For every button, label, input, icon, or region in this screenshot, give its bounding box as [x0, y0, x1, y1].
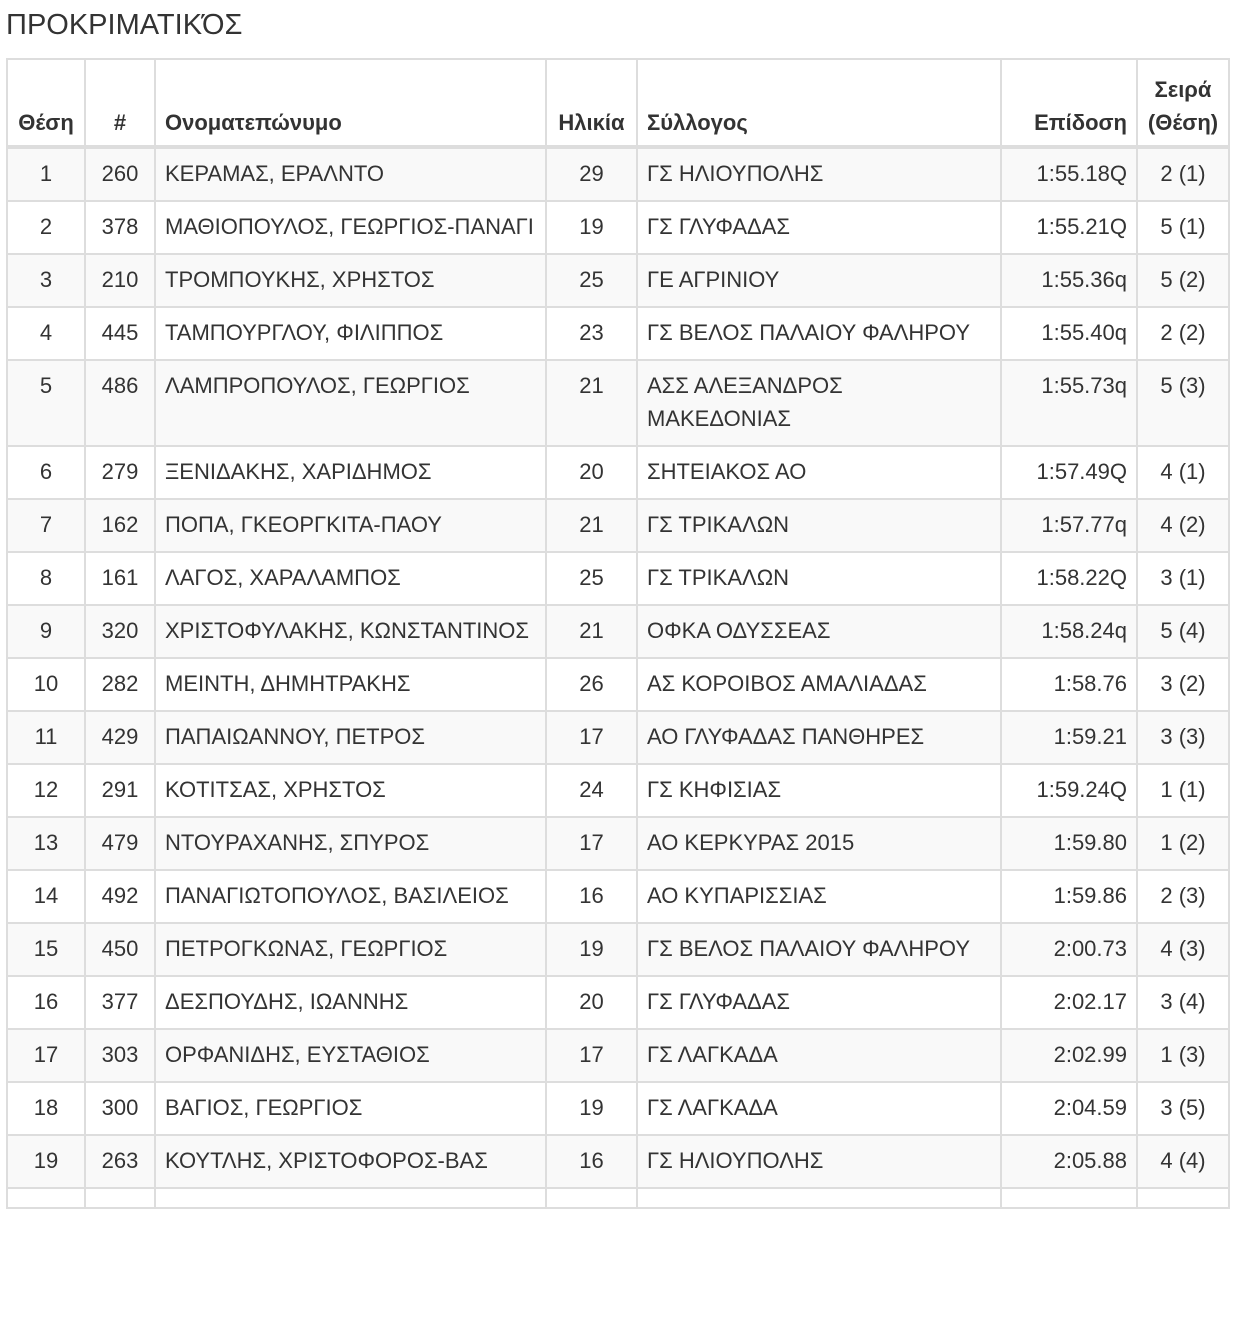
table-row	[7, 147, 1229, 201]
header-heat[interactable]	[1137, 59, 1229, 147]
cell-heat: 5 (4)	[1137, 605, 1229, 658]
cell-club: ΓΣ ΤΡΙΚΑΛΩΝ	[637, 552, 1001, 605]
table-row	[7, 764, 1229, 817]
cell-name: ΜΑΘΙΟΠΟΥΛΟΣ, ΓΕΩΡΓΙΟΣ-ΠΑΝΑΓΙ	[155, 201, 546, 254]
cell-club: ΓΣ ΛΑΓΚΑΔΑ	[637, 1029, 1001, 1082]
cell-performance: 1:58.24q	[1001, 605, 1137, 658]
table-row	[7, 360, 1229, 446]
cell-age	[546, 1188, 637, 1208]
table-row	[7, 307, 1229, 360]
table-row	[7, 658, 1229, 711]
table-row	[7, 923, 1229, 976]
cell-bib: 282	[85, 658, 155, 711]
cell-club: ΓΣ ΒΕΛΟΣ ΠΑΛΑΙΟΥ ΦΑΛΗΡΟΥ	[637, 307, 1001, 360]
cell-bib: 429	[85, 711, 155, 764]
cell-club: ΑΟ ΚΥΠΑΡΙΣΣΙΑΣ	[637, 870, 1001, 923]
header-age[interactable]: Ηλικία	[546, 59, 637, 147]
cell-heat: 5 (3)	[1137, 360, 1229, 446]
cell-bib: 479	[85, 817, 155, 870]
cell-age: 17	[546, 1029, 637, 1082]
cell-club: ΣΗΤΕΙΑΚΟΣ ΑΟ	[637, 446, 1001, 499]
cell-performance: 1:57.77q	[1001, 499, 1137, 552]
cell-position: 3	[7, 254, 85, 307]
cell-position: 18	[7, 1082, 85, 1135]
cell-bib: 320	[85, 605, 155, 658]
cell-position: 2	[7, 201, 85, 254]
cell-position: 16	[7, 976, 85, 1029]
cell-heat: 2 (3)	[1137, 870, 1229, 923]
cell-heat: 2 (2)	[1137, 307, 1229, 360]
header-name[interactable]: Ονοματεπώνυμο	[155, 59, 546, 147]
cell-name: ΜΕΙΝΤΗ, ΔΗΜΗΤΡΑΚΗΣ	[155, 658, 546, 711]
cell-age: 19	[546, 923, 637, 976]
cell-performance: 1:59.24Q	[1001, 764, 1137, 817]
cell-bib: 445	[85, 307, 155, 360]
cell-age: 24	[546, 764, 637, 817]
cell-position: 7	[7, 499, 85, 552]
cell-club: ΓΕ ΑΓΡΙΝΙΟΥ	[637, 254, 1001, 307]
cell-club: ΓΣ ΓΛΥΦΑΔΑΣ	[637, 976, 1001, 1029]
cell-bib: 377	[85, 976, 155, 1029]
table-header-row	[7, 59, 1229, 147]
cell-age: 17	[546, 711, 637, 764]
cell-heat: 4 (2)	[1137, 499, 1229, 552]
cell-age: 19	[546, 201, 637, 254]
cell-performance: 2:04.59	[1001, 1082, 1137, 1135]
cell-bib: 486	[85, 360, 155, 446]
cell-bib: 300	[85, 1082, 155, 1135]
cell-performance: 1:59.21	[1001, 711, 1137, 764]
cell-age: 25	[546, 552, 637, 605]
header-heat-line1: Σειρά	[1154, 77, 1212, 102]
cell-name: ΛΑΓΟΣ, ΧΑΡΑΛΑΜΠΟΣ	[155, 552, 546, 605]
cell-position: 13	[7, 817, 85, 870]
table-row	[7, 1029, 1229, 1082]
cell-position: 14	[7, 870, 85, 923]
cell-bib: 260	[85, 147, 155, 201]
cell-performance	[1001, 1188, 1137, 1208]
cell-age: 17	[546, 817, 637, 870]
table-row	[7, 552, 1229, 605]
cell-position: 1	[7, 147, 85, 201]
table-row	[7, 711, 1229, 764]
cell-club: ΑΟ ΓΛΥΦΑΔΑΣ ΠΑΝΘΗΡΕΣ	[637, 711, 1001, 764]
cell-age: 21	[546, 605, 637, 658]
cell-position: 15	[7, 923, 85, 976]
cell-bib: 303	[85, 1029, 155, 1082]
cell-club	[637, 1188, 1001, 1208]
cell-name: ΧΡΙΣΤΟΦΥΛΑΚΗΣ, ΚΩΝΣΤΑΝΤΙΝΟΣ	[155, 605, 546, 658]
cell-club: ΑΣ ΚΟΡΟΙΒΟΣ ΑΜΑΛΙΑΔΑΣ	[637, 658, 1001, 711]
cell-name: ΠΕΤΡΟΓΚΩΝΑΣ, ΓΕΩΡΓΙΟΣ	[155, 923, 546, 976]
page-title: ΠΡΟΚΡΙΜΑΤΙΚΌΣ	[6, 9, 243, 41]
cell-name: ΤΡΟΜΠΟΥΚΗΣ, ΧΡΗΣΤΟΣ	[155, 254, 546, 307]
cell-position: 17	[7, 1029, 85, 1082]
cell-position: 19	[7, 1135, 85, 1188]
table-row	[7, 1082, 1229, 1135]
cell-club: ΓΣ ΗΛΙΟΥΠΟΛΗΣ	[637, 147, 1001, 201]
cell-heat: 1 (1)	[1137, 764, 1229, 817]
cell-performance: 1:55.73q	[1001, 360, 1137, 446]
header-heat-line2: (Θέση)	[1147, 110, 1219, 135]
header-performance[interactable]: Επίδοση	[1001, 59, 1137, 147]
cell-position	[7, 1188, 85, 1208]
cell-name	[155, 1188, 546, 1208]
cell-bib	[85, 1188, 155, 1208]
cell-heat: 3 (2)	[1137, 658, 1229, 711]
cell-name: ΠΑΝΑΓΙΩΤΟΠΟΥΛΟΣ, ΒΑΣΙΛΕΙΟΣ	[155, 870, 546, 923]
table-row	[7, 605, 1229, 658]
cell-position: 10	[7, 658, 85, 711]
cell-name: ΛΑΜΠΡΟΠΟΥΛΟΣ, ΓΕΩΡΓΙΟΣ	[155, 360, 546, 446]
table-body	[7, 147, 1229, 1208]
cell-name: ΠΟΠΑ, ΓΚΕΟΡΓΚΙΤΑ-ΠΑΟΥ	[155, 499, 546, 552]
cell-name: ΚΟΤΙΤΣΑΣ, ΧΡΗΣΤΟΣ	[155, 764, 546, 817]
cell-name: ΞΕΝΙΔΑΚΗΣ, ΧΑΡΙΔΗΜΟΣ	[155, 446, 546, 499]
cell-club: ΑΟ ΚΕΡΚΥΡΑΣ 2015	[637, 817, 1001, 870]
cell-bib: 492	[85, 870, 155, 923]
cell-bib: 450	[85, 923, 155, 976]
table-row	[7, 201, 1229, 254]
cell-club: ΑΣΣ ΑΛΕΞΑΝΔΡΟΣ ΜΑΚΕΔΟΝΙΑΣ	[637, 360, 1001, 446]
cell-age: 23	[546, 307, 637, 360]
cell-position: 5	[7, 360, 85, 446]
table-row	[7, 1188, 1229, 1208]
cell-position: 12	[7, 764, 85, 817]
cell-position: 9	[7, 605, 85, 658]
table-row	[7, 446, 1229, 499]
cell-name: ΠΑΠΑΙΩΑΝΝΟΥ, ΠΕΤΡΟΣ	[155, 711, 546, 764]
cell-position: 6	[7, 446, 85, 499]
cell-performance: 2:02.99	[1001, 1029, 1137, 1082]
table-row	[7, 1135, 1229, 1188]
cell-heat: 5 (2)	[1137, 254, 1229, 307]
cell-age: 21	[546, 360, 637, 446]
cell-position: 4	[7, 307, 85, 360]
cell-age: 21	[546, 499, 637, 552]
cell-club: ΟΦΚΑ ΟΔΥΣΣΕΑΣ	[637, 605, 1001, 658]
cell-age: 25	[546, 254, 637, 307]
cell-name: ΚΕΡΑΜΑΣ, ΕΡΑΛΝΤΟ	[155, 147, 546, 201]
table-row	[7, 499, 1229, 552]
cell-club: ΓΣ ΗΛΙΟΥΠΟΛΗΣ	[637, 1135, 1001, 1188]
cell-bib: 210	[85, 254, 155, 307]
cell-performance: 2:00.73	[1001, 923, 1137, 976]
table-row	[7, 870, 1229, 923]
cell-performance: 1:59.80	[1001, 817, 1137, 870]
cell-club: ΓΣ ΒΕΛΟΣ ΠΑΛΑΙΟΥ ΦΑΛΗΡΟΥ	[637, 923, 1001, 976]
header-bib[interactable]: #	[85, 59, 155, 147]
table-row	[7, 976, 1229, 1029]
cell-name: ΝΤΟΥΡΑΧΑΝΗΣ, ΣΠΥΡΟΣ	[155, 817, 546, 870]
cell-performance: 1:57.49Q	[1001, 446, 1137, 499]
cell-performance: 2:02.17	[1001, 976, 1137, 1029]
cell-age: 20	[546, 976, 637, 1029]
cell-bib: 291	[85, 764, 155, 817]
cell-club: ΓΣ ΤΡΙΚΑΛΩΝ	[637, 499, 1001, 552]
cell-heat: 2 (1)	[1137, 147, 1229, 201]
cell-position: 8	[7, 552, 85, 605]
cell-name: ΚΟΥΤΛΗΣ, ΧΡΙΣΤΟΦΟΡΟΣ-ΒΑΣ	[155, 1135, 546, 1188]
cell-heat: 3 (4)	[1137, 976, 1229, 1029]
cell-performance: 1:55.40q	[1001, 307, 1137, 360]
cell-position: 11	[7, 711, 85, 764]
cell-performance: 2:05.88	[1001, 1135, 1137, 1188]
cell-performance: 1:58.22Q	[1001, 552, 1137, 605]
cell-performance: 1:55.18Q	[1001, 147, 1137, 201]
cell-heat	[1137, 1188, 1229, 1208]
cell-heat: 1 (2)	[1137, 817, 1229, 870]
cell-age: 20	[546, 446, 637, 499]
table-row	[7, 254, 1229, 307]
cell-heat: 3 (1)	[1137, 552, 1229, 605]
cell-performance: 1:59.86	[1001, 870, 1137, 923]
cell-name: ΤΑΜΠΟΥΡΓΛΟΥ, ΦΙΛΙΠΠΟΣ	[155, 307, 546, 360]
cell-age: 29	[546, 147, 637, 201]
cell-name: ΟΡΦΑΝΙΔΗΣ, ΕΥΣΤΑΘΙΟΣ	[155, 1029, 546, 1082]
cell-heat: 3 (3)	[1137, 711, 1229, 764]
cell-bib: 263	[85, 1135, 155, 1188]
header-club[interactable]: Σύλλογος	[637, 59, 1001, 147]
cell-bib: 161	[85, 552, 155, 605]
cell-bib: 378	[85, 201, 155, 254]
cell-bib: 162	[85, 499, 155, 552]
table-row	[7, 817, 1229, 870]
cell-age: 19	[546, 1082, 637, 1135]
cell-name: ΔΕΣΠΟΥΔΗΣ, ΙΩΑΝΝΗΣ	[155, 976, 546, 1029]
cell-heat: 4 (1)	[1137, 446, 1229, 499]
cell-performance: 1:55.36q	[1001, 254, 1137, 307]
cell-heat: 4 (3)	[1137, 923, 1229, 976]
cell-club: ΓΣ ΓΛΥΦΑΔΑΣ	[637, 201, 1001, 254]
cell-heat: 1 (3)	[1137, 1029, 1229, 1082]
cell-heat: 4 (4)	[1137, 1135, 1229, 1188]
cell-heat: 5 (1)	[1137, 201, 1229, 254]
header-position[interactable]: Θέση	[7, 59, 85, 147]
cell-club: ΓΣ ΛΑΓΚΑΔΑ	[637, 1082, 1001, 1135]
cell-age: 26	[546, 658, 637, 711]
cell-heat: 3 (5)	[1137, 1082, 1229, 1135]
cell-age: 16	[546, 1135, 637, 1188]
cell-age: 16	[546, 870, 637, 923]
results-table	[6, 58, 1230, 1209]
cell-bib: 279	[85, 446, 155, 499]
cell-club: ΓΣ ΚΗΦΙΣΙΑΣ	[637, 764, 1001, 817]
cell-name: ΒΑΓΙΟΣ, ΓΕΩΡΓΙΟΣ	[155, 1082, 546, 1135]
cell-performance: 1:55.21Q	[1001, 201, 1137, 254]
cell-performance: 1:58.76	[1001, 658, 1137, 711]
